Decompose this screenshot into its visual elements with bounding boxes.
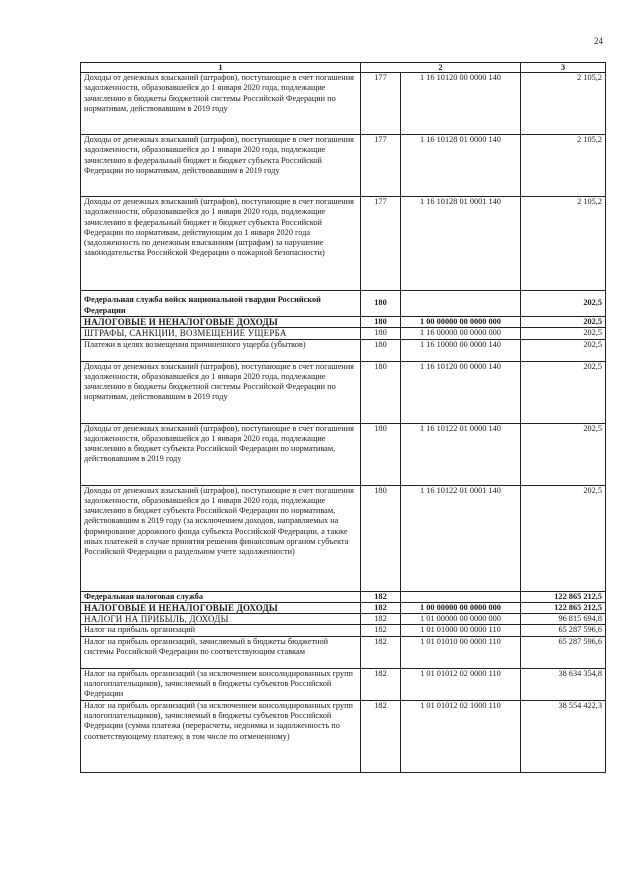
row-amount: 202,5 [521,317,606,328]
row-admin-code: 180 [361,291,401,317]
table-row [81,668,606,700]
row-classification-code: 1 00 00000 00 0000 000 [401,602,521,613]
row-name: ШТРАФЫ, САНКЦИИ, ВОЗМЕЩЕНИЕ УЩЕРБА [81,328,361,339]
header-col-1: 1 [81,63,361,73]
row-classification-code: 1 01 01010 00 0000 110 [401,636,521,668]
row-name: Доходы от денежных взысканий (штрафов), поступающие в счет погашения задолженности, образовавшейся до 1 января 2020 года, подлежащие зачислению в федеральный бюджет и бюджет субъекта Российской Федерации по нормативам, действующим до 1 января 2020 года (задолженность по денежным взысканиям (штрафам) за нарушение законодательства Российской Федерации о пожарной безопасности) [81,197,361,291]
row-classification-code: 1 01 01000 00 0000 110 [401,625,521,636]
row-name: Федеральная служба войск национальной гвардии Российской Федерации [81,291,361,317]
row-name: Доходы от денежных взысканий (штрафов), поступающие в счет погашения задолженности, образовавшейся до 1 января 2020 года, подлежащие зачислению в федеральный бюджет и бюджет субъекта Российской Федерации по нормативам, действовавшим в 2019 году [81,135,361,197]
row-amount: 96 815 694,8 [521,614,606,625]
row-admin-code: 180 [361,423,401,485]
row-name: Налог на прибыль организаций [81,625,361,636]
row-name: НАЛОГОВЫЕ И НЕНАЛОГОВЫЕ ДОХОДЫ [81,602,361,613]
row-classification-code: 1 01 01012 02 0000 110 [401,668,521,700]
row-admin-code: 182 [361,625,401,636]
table-row [81,197,606,291]
row-admin-code: 180 [361,317,401,328]
row-amount: 2 105,2 [521,135,606,197]
page-number: 24 [594,36,603,46]
row-classification-code: 1 16 10128 01 0000 140 [401,135,521,197]
row-amount: 65 287 596,6 [521,625,606,636]
row-classification-code: 1 16 10128 01 0001 140 [401,197,521,291]
table-row [81,135,606,197]
row-name: Федеральная налоговая служба [81,591,361,602]
row-amount: 202,5 [521,328,606,339]
header-col-3: 3 [521,63,606,73]
table-row [81,700,606,772]
row-classification-code [401,291,521,317]
row-admin-code: 182 [361,602,401,613]
row-amount: 38 634 354,8 [521,668,606,700]
header-row [81,63,606,73]
row-amount: 202,5 [521,423,606,485]
row-amount: 202,5 [521,361,606,423]
row-name: Доходы от денежных взысканий (штрафов), поступающие в счет погашения задолженности, образовавшейся до 1 января 2020 года, подлежащие зачислению в бюджеты бюджетной системы Российской Федерации по нормативам, действовавшим в 2019 году [81,361,361,423]
row-classification-code: 1 16 10000 00 0000 140 [401,339,521,361]
row-admin-code: 177 [361,73,401,135]
table-row [81,317,606,328]
row-classification-code: 1 16 10122 01 0000 140 [401,423,521,485]
row-amount: 202,5 [521,291,606,317]
revenue-table [80,62,606,773]
row-admin-code: 182 [361,614,401,625]
row-admin-code: 182 [361,668,401,700]
table-row [81,361,606,423]
row-admin-code: 180 [361,339,401,361]
row-amount: 2 105,2 [521,197,606,291]
row-classification-code: 1 16 10120 00 0000 140 [401,73,521,135]
row-admin-code: 180 [361,361,401,423]
table-row [81,423,606,485]
row-admin-code: 182 [361,636,401,668]
table-row [81,591,606,602]
row-name: Налог на прибыль организаций, зачисляемый в бюджеты бюджетной системы Российской Федерации по соответствующим ставкам [81,636,361,668]
row-admin-code: 180 [361,328,401,339]
row-amount: 202,5 [521,485,606,591]
row-admin-code: 180 [361,485,401,591]
table-row [81,614,606,625]
row-admin-code: 177 [361,135,401,197]
row-classification-code [401,591,521,602]
table-row [81,636,606,668]
row-admin-code: 177 [361,197,401,291]
row-amount: 65 287 596,6 [521,636,606,668]
row-classification-code: 1 01 00000 00 0000 000 [401,614,521,625]
row-amount: 122 865 212,5 [521,602,606,613]
row-amount: 38 554 422,3 [521,700,606,772]
row-classification-code: 1 16 10120 00 0000 140 [401,361,521,423]
row-classification-code: 1 00 00000 00 0000 000 [401,317,521,328]
row-name: Налог на прибыль организаций (за исключением консолидированных групп налогоплательщиков), зачисляемый в бюджеты субъектов Российской Федерации [81,668,361,700]
table-row [81,625,606,636]
row-name: Доходы от денежных взысканий (штрафов), поступающие в счет погашения задолженности, образовавшейся до 1 января 2020 года, подлежащие зачислению в бюджет субъекта Российской Федерации по нормативам, действовавшим в 2019 году [81,423,361,485]
row-amount: 2 105,2 [521,73,606,135]
table-row [81,339,606,361]
row-name: НАЛОГОВЫЕ И НЕНАЛОГОВЫЕ ДОХОДЫ [81,317,361,328]
row-classification-code: 1 01 01012 02 1000 110 [401,700,521,772]
row-amount: 122 865 212,5 [521,591,606,602]
row-classification-code: 1 16 10122 01 0001 140 [401,485,521,591]
row-name: Платежи в целях возмещения причиненного ущерба (убытков) [81,339,361,361]
row-name: Доходы от денежных взысканий (штрафов), поступающие в счет погашения задолженности, образовавшейся до 1 января 2020 года, подлежащие зачислению в бюджет субъекта Российской Федерации по нормативам, действовавшим в 2019 году (за исключением доходов, направляемых на формирование дорожного фонда субъекта Российской Федерации, а также иных платежей в случае принятия решения финансовым органом субъекта Российской Федерации о раздельном учете задолженности) [81,485,361,591]
row-classification-code: 1 16 00000 00 0000 000 [401,328,521,339]
header-col-2: 2 [361,63,521,73]
table-row [81,602,606,613]
row-name: НАЛОГИ НА ПРИБЫЛЬ, ДОХОДЫ [81,614,361,625]
row-name: Доходы от денежных взысканий (штрафов), поступающие в счет погашения задолженности, образовавшейся до 1 января 2020 года, подлежащие зачислению в бюджеты бюджетной системы Российской Федерации по нормативам, действовавшим в 2019 году [81,73,361,135]
row-admin-code: 182 [361,700,401,772]
row-amount: 202,5 [521,339,606,361]
table-row [81,291,606,317]
row-admin-code: 182 [361,591,401,602]
table-row [81,328,606,339]
table-row [81,485,606,591]
row-name: Налог на прибыль организаций (за исключением консолидированных групп налогоплательщиков), зачисляемый в бюджеты субъектов Российской Федерации (сумма платежа (перерасчеты, недоимка и задолженность по соответствующему платежу, в том числе по отмененному) [81,700,361,772]
table-row [81,73,606,135]
